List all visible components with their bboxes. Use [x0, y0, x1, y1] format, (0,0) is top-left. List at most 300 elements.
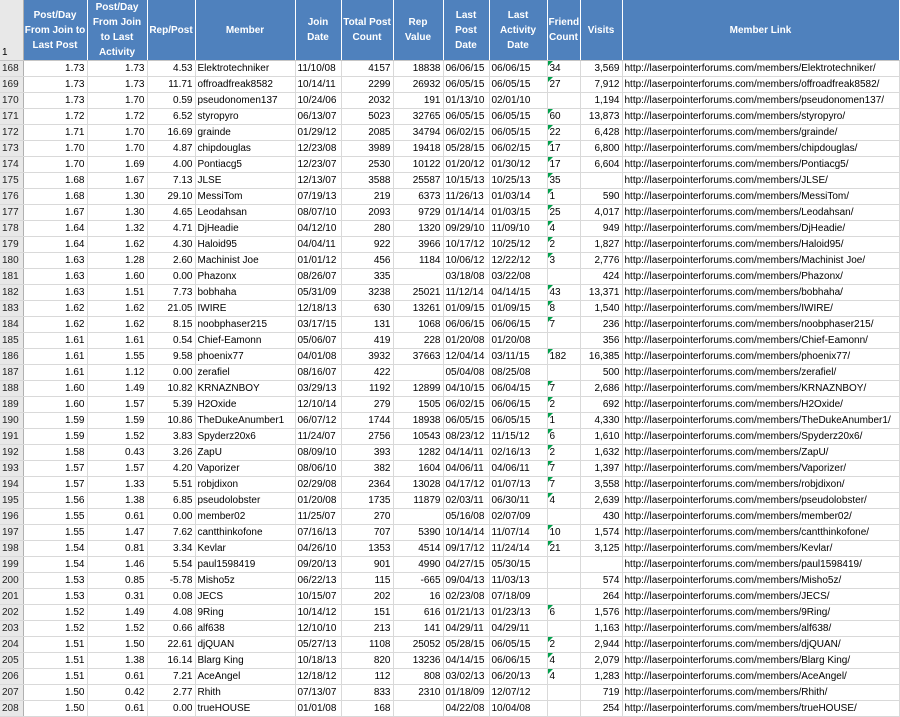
- member-cell[interactable]: IWIRE: [195, 301, 295, 317]
- ppd-last-activity-cell[interactable]: 1.28: [87, 253, 147, 269]
- join-date-cell[interactable]: 11/10/08: [295, 61, 341, 77]
- rep-value-cell[interactable]: 4514: [393, 541, 443, 557]
- row-number[interactable]: 177: [0, 205, 23, 221]
- ppd-last-post-cell[interactable]: 1.60: [23, 397, 87, 413]
- table-row[interactable]: [0, 109, 899, 125]
- row-number[interactable]: 173: [0, 141, 23, 157]
- friend-count-cell[interactable]: 2: [547, 445, 580, 461]
- rep-post-cell[interactable]: 3.26: [147, 445, 195, 461]
- join-date-cell[interactable]: 04/01/08: [295, 349, 341, 365]
- last-activity-date-cell[interactable]: 06/02/15: [489, 141, 547, 157]
- row-number[interactable]: 178: [0, 221, 23, 237]
- join-date-cell[interactable]: 05/27/13: [295, 637, 341, 653]
- ppd-last-post-cell[interactable]: 1.58: [23, 445, 87, 461]
- member-cell[interactable]: JECS: [195, 589, 295, 605]
- friend-count-cell[interactable]: 60: [547, 109, 580, 125]
- rep-post-cell[interactable]: 0.66: [147, 621, 195, 637]
- rep-value-cell[interactable]: 18838: [393, 61, 443, 77]
- member-cell[interactable]: Misho5z: [195, 573, 295, 589]
- total-post-cell[interactable]: 335: [341, 269, 393, 285]
- member-cell[interactable]: Blarg King: [195, 653, 295, 669]
- ppd-last-activity-cell[interactable]: 1.70: [87, 125, 147, 141]
- table-row[interactable]: [0, 141, 899, 157]
- ppd-last-activity-cell[interactable]: 1.62: [87, 301, 147, 317]
- last-post-date-cell[interactable]: 06/05/15: [443, 77, 489, 93]
- total-post-cell[interactable]: 3989: [341, 141, 393, 157]
- ppd-last-post-cell[interactable]: 1.68: [23, 189, 87, 205]
- ppd-last-activity-cell[interactable]: 1.72: [87, 109, 147, 125]
- total-post-cell[interactable]: 270: [341, 509, 393, 525]
- member-cell[interactable]: trueHOUSE: [195, 701, 295, 717]
- total-post-cell[interactable]: 901: [341, 557, 393, 573]
- visits-cell[interactable]: 949: [580, 221, 622, 237]
- rep-post-cell[interactable]: 10.82: [147, 381, 195, 397]
- member-link-cell[interactable]: http://laserpointerforums.com/members/ZapU/: [622, 445, 899, 461]
- table-row[interactable]: [0, 221, 899, 237]
- rep-value-cell[interactable]: -665: [393, 573, 443, 589]
- member-link-cell[interactable]: http://laserpointerforums.com/members/member02/: [622, 509, 899, 525]
- member-cell[interactable]: 9Ring: [195, 605, 295, 621]
- friend-count-cell[interactable]: [547, 573, 580, 589]
- ppd-last-activity-cell[interactable]: 1.33: [87, 477, 147, 493]
- member-link-cell[interactable]: http://laserpointerforums.com/members/AceAngel/: [622, 669, 899, 685]
- row-number[interactable]: 185: [0, 333, 23, 349]
- total-post-cell[interactable]: 213: [341, 621, 393, 637]
- table-row[interactable]: [0, 381, 899, 397]
- last-activity-date-cell[interactable]: 05/30/15: [489, 557, 547, 573]
- row-number[interactable]: 175: [0, 173, 23, 189]
- row-number[interactable]: 188: [0, 381, 23, 397]
- last-post-date-cell[interactable]: 04/14/15: [443, 653, 489, 669]
- rep-post-cell[interactable]: 7.62: [147, 525, 195, 541]
- total-post-cell[interactable]: 5023: [341, 109, 393, 125]
- total-post-cell[interactable]: 2085: [341, 125, 393, 141]
- total-post-cell[interactable]: 707: [341, 525, 393, 541]
- row-number[interactable]: 191: [0, 429, 23, 445]
- row-number[interactable]: 202: [0, 605, 23, 621]
- join-date-cell[interactable]: 02/29/08: [295, 477, 341, 493]
- rep-post-cell[interactable]: 3.83: [147, 429, 195, 445]
- join-date-cell[interactable]: 07/13/07: [295, 685, 341, 701]
- visits-cell[interactable]: 254: [580, 701, 622, 717]
- visits-cell[interactable]: 500: [580, 365, 622, 381]
- last-activity-date-cell[interactable]: 06/05/15: [489, 413, 547, 429]
- member-cell[interactable]: chipdouglas: [195, 141, 295, 157]
- visits-cell[interactable]: 1,163: [580, 621, 622, 637]
- last-post-date-cell[interactable]: 01/20/12: [443, 157, 489, 173]
- member-cell[interactable]: Rhith: [195, 685, 295, 701]
- rep-value-cell[interactable]: 18938: [393, 413, 443, 429]
- last-activity-date-cell[interactable]: 12/22/12: [489, 253, 547, 269]
- last-post-date-cell[interactable]: 09/29/10: [443, 221, 489, 237]
- member-link-cell[interactable]: http://laserpointerforums.com/members/djQUAN/: [622, 637, 899, 653]
- last-post-date-cell[interactable]: 04/29/11: [443, 621, 489, 637]
- member-cell[interactable]: DjHeadie: [195, 221, 295, 237]
- table-row[interactable]: [0, 205, 899, 221]
- rep-post-cell[interactable]: 4.53: [147, 61, 195, 77]
- visits-cell[interactable]: 590: [580, 189, 622, 205]
- total-post-cell[interactable]: 280: [341, 221, 393, 237]
- friend-count-cell[interactable]: [547, 701, 580, 717]
- ppd-last-post-cell[interactable]: 1.50: [23, 701, 87, 717]
- last-activity-date-cell[interactable]: 06/06/15: [489, 397, 547, 413]
- ppd-last-post-cell[interactable]: 1.60: [23, 381, 87, 397]
- visits-cell[interactable]: 236: [580, 317, 622, 333]
- last-activity-date-cell[interactable]: 10/04/08: [489, 701, 547, 717]
- rep-value-cell[interactable]: 616: [393, 605, 443, 621]
- last-post-date-cell[interactable]: 04/17/12: [443, 477, 489, 493]
- friend-count-cell[interactable]: 7: [547, 477, 580, 493]
- friend-count-cell[interactable]: 7: [547, 461, 580, 477]
- member-link-cell[interactable]: http://laserpointerforums.com/members/trueHOUSE/: [622, 701, 899, 717]
- total-post-cell[interactable]: 4157: [341, 61, 393, 77]
- member-link-cell[interactable]: http://laserpointerforums.com/members/Phazonx/: [622, 269, 899, 285]
- total-post-cell[interactable]: 393: [341, 445, 393, 461]
- last-post-date-cell[interactable]: 06/02/15: [443, 125, 489, 141]
- visits-cell[interactable]: 7,912: [580, 77, 622, 93]
- friend-count-cell[interactable]: [547, 685, 580, 701]
- row-number[interactable]: 200: [0, 573, 23, 589]
- rep-value-cell[interactable]: 191: [393, 93, 443, 109]
- member-link-cell[interactable]: http://laserpointerforums.com/members/noobphaser215/: [622, 317, 899, 333]
- last-activity-date-cell[interactable]: 06/30/11: [489, 493, 547, 509]
- visits-cell[interactable]: 1,397: [580, 461, 622, 477]
- member-link-cell[interactable]: http://laserpointerforums.com/members/paul1598419/: [622, 557, 899, 573]
- friend-count-cell[interactable]: 1: [547, 413, 580, 429]
- visits-cell[interactable]: 719: [580, 685, 622, 701]
- table-row[interactable]: [0, 125, 899, 141]
- ppd-last-activity-cell[interactable]: 1.30: [87, 205, 147, 221]
- rep-value-cell[interactable]: 25052: [393, 637, 443, 653]
- ppd-last-activity-cell[interactable]: 1.57: [87, 397, 147, 413]
- total-post-cell[interactable]: 2032: [341, 93, 393, 109]
- friend-count-cell[interactable]: 25: [547, 205, 580, 221]
- total-post-cell[interactable]: 3588: [341, 173, 393, 189]
- row-number[interactable]: 183: [0, 301, 23, 317]
- rep-post-cell[interactable]: 11.71: [147, 77, 195, 93]
- visits-cell[interactable]: 13,371: [580, 285, 622, 301]
- member-cell[interactable]: Leodahsan: [195, 205, 295, 221]
- ppd-last-activity-cell[interactable]: 1.38: [87, 653, 147, 669]
- col-header-ppd-last-activity[interactable]: Post/Day From Join to Last Activity: [87, 0, 147, 61]
- ppd-last-activity-cell[interactable]: 1.32: [87, 221, 147, 237]
- table-row[interactable]: [0, 669, 899, 685]
- ppd-last-activity-cell[interactable]: 1.49: [87, 605, 147, 621]
- rep-value-cell[interactable]: 1068: [393, 317, 443, 333]
- join-date-cell[interactable]: 07/16/13: [295, 525, 341, 541]
- visits-cell[interactable]: 6,604: [580, 157, 622, 173]
- rep-value-cell[interactable]: 228: [393, 333, 443, 349]
- ppd-last-post-cell[interactable]: 1.68: [23, 173, 87, 189]
- visits-cell[interactable]: 6,800: [580, 141, 622, 157]
- join-date-cell[interactable]: 06/22/13: [295, 573, 341, 589]
- ppd-last-post-cell[interactable]: 1.55: [23, 509, 87, 525]
- member-link-cell[interactable]: http://laserpointerforums.com/members/Elektrotechniker/: [622, 61, 899, 77]
- ppd-last-activity-cell[interactable]: 1.73: [87, 61, 147, 77]
- visits-cell[interactable]: 3,125: [580, 541, 622, 557]
- last-activity-date-cell[interactable]: 11/24/14: [489, 541, 547, 557]
- rep-value-cell[interactable]: [393, 365, 443, 381]
- rep-post-cell[interactable]: 4.30: [147, 237, 195, 253]
- ppd-last-post-cell[interactable]: 1.61: [23, 365, 87, 381]
- rep-post-cell[interactable]: 4.87: [147, 141, 195, 157]
- join-date-cell[interactable]: 12/18/12: [295, 669, 341, 685]
- friend-count-cell[interactable]: 22: [547, 125, 580, 141]
- member-link-cell[interactable]: http://laserpointerforums.com/members/phoenix77/: [622, 349, 899, 365]
- row-number[interactable]: 181: [0, 269, 23, 285]
- row-number[interactable]: 193: [0, 461, 23, 477]
- member-cell[interactable]: Vaporizer: [195, 461, 295, 477]
- last-activity-date-cell[interactable]: 02/16/13: [489, 445, 547, 461]
- rep-value-cell[interactable]: 3966: [393, 237, 443, 253]
- member-cell[interactable]: ZapU: [195, 445, 295, 461]
- row-number[interactable]: 195: [0, 493, 23, 509]
- col-header-ppd-last-post[interactable]: Post/Day From Join to Last Post: [23, 0, 87, 61]
- rep-post-cell[interactable]: 7.21: [147, 669, 195, 685]
- join-date-cell[interactable]: 04/12/10: [295, 221, 341, 237]
- friend-count-cell[interactable]: 8: [547, 301, 580, 317]
- last-post-date-cell[interactable]: 01/18/09: [443, 685, 489, 701]
- visits-cell[interactable]: 430: [580, 509, 622, 525]
- ppd-last-activity-cell[interactable]: 0.31: [87, 589, 147, 605]
- friend-count-cell[interactable]: 17: [547, 157, 580, 173]
- rep-value-cell[interactable]: 19418: [393, 141, 443, 157]
- table-row[interactable]: [0, 589, 899, 605]
- visits-cell[interactable]: 356: [580, 333, 622, 349]
- friend-count-cell[interactable]: 2: [547, 237, 580, 253]
- join-date-cell[interactable]: 12/10/14: [295, 397, 341, 413]
- ppd-last-post-cell[interactable]: 1.61: [23, 349, 87, 365]
- table-row[interactable]: [0, 477, 899, 493]
- row-number[interactable]: 190: [0, 413, 23, 429]
- last-activity-date-cell[interactable]: 11/07/14: [489, 525, 547, 541]
- rep-post-cell[interactable]: 5.54: [147, 557, 195, 573]
- visits-cell[interactable]: 1,827: [580, 237, 622, 253]
- member-cell[interactable]: robjdixon: [195, 477, 295, 493]
- last-activity-date-cell[interactable]: 01/23/13: [489, 605, 547, 621]
- rep-value-cell[interactable]: 13236: [393, 653, 443, 669]
- join-date-cell[interactable]: 06/13/07: [295, 109, 341, 125]
- row-number[interactable]: 208: [0, 701, 23, 717]
- rep-value-cell[interactable]: 11879: [393, 493, 443, 509]
- ppd-last-post-cell[interactable]: 1.51: [23, 637, 87, 653]
- row-number[interactable]: 169: [0, 77, 23, 93]
- rep-value-cell[interactable]: 34794: [393, 125, 443, 141]
- last-activity-date-cell[interactable]: 10/25/13: [489, 173, 547, 189]
- table-row[interactable]: [0, 173, 899, 189]
- last-post-date-cell[interactable]: 06/05/15: [443, 109, 489, 125]
- visits-cell[interactable]: 13,873: [580, 109, 622, 125]
- total-post-cell[interactable]: 2364: [341, 477, 393, 493]
- visits-cell[interactable]: 4,330: [580, 413, 622, 429]
- last-activity-date-cell[interactable]: 02/01/10: [489, 93, 547, 109]
- rep-value-cell[interactable]: 2310: [393, 685, 443, 701]
- join-date-cell[interactable]: 08/06/10: [295, 461, 341, 477]
- rep-post-cell[interactable]: 9.58: [147, 349, 195, 365]
- row-number[interactable]: 206: [0, 669, 23, 685]
- ppd-last-activity-cell[interactable]: 1.50: [87, 637, 147, 653]
- row-number[interactable]: 171: [0, 109, 23, 125]
- rep-post-cell[interactable]: 10.86: [147, 413, 195, 429]
- visits-cell[interactable]: 2,776: [580, 253, 622, 269]
- col-header-visits[interactable]: Visits: [580, 0, 622, 61]
- ppd-last-post-cell[interactable]: 1.70: [23, 157, 87, 173]
- rep-post-cell[interactable]: 0.59: [147, 93, 195, 109]
- table-row[interactable]: [0, 413, 899, 429]
- rep-post-cell[interactable]: 16.69: [147, 125, 195, 141]
- member-link-cell[interactable]: http://laserpointerforums.com/members/JLSE/: [622, 173, 899, 189]
- visits-cell[interactable]: 2,944: [580, 637, 622, 653]
- member-link-cell[interactable]: http://laserpointerforums.com/members/Leodahsan/: [622, 205, 899, 221]
- row-number[interactable]: 196: [0, 509, 23, 525]
- member-cell[interactable]: phoenix77: [195, 349, 295, 365]
- table-row[interactable]: [0, 349, 899, 365]
- rep-value-cell[interactable]: 1320: [393, 221, 443, 237]
- rep-post-cell[interactable]: 0.00: [147, 365, 195, 381]
- member-link-cell[interactable]: http://laserpointerforums.com/members/Misho5z/: [622, 573, 899, 589]
- visits-cell[interactable]: [580, 557, 622, 573]
- join-date-cell[interactable]: 11/25/07: [295, 509, 341, 525]
- join-date-cell[interactable]: 01/20/08: [295, 493, 341, 509]
- last-post-date-cell[interactable]: 01/09/15: [443, 301, 489, 317]
- total-post-cell[interactable]: 168: [341, 701, 393, 717]
- join-date-cell[interactable]: 12/13/07: [295, 173, 341, 189]
- ppd-last-activity-cell[interactable]: 1.38: [87, 493, 147, 509]
- member-cell[interactable]: offroadfreak8582: [195, 77, 295, 93]
- ppd-last-post-cell[interactable]: 1.53: [23, 573, 87, 589]
- total-post-cell[interactable]: 279: [341, 397, 393, 413]
- join-date-cell[interactable]: 06/07/12: [295, 413, 341, 429]
- row-number[interactable]: 197: [0, 525, 23, 541]
- col-header-last-post-date[interactable]: Last Post Date: [443, 0, 489, 61]
- join-date-cell[interactable]: 10/14/12: [295, 605, 341, 621]
- ppd-last-post-cell[interactable]: 1.51: [23, 669, 87, 685]
- rep-post-cell[interactable]: 0.54: [147, 333, 195, 349]
- last-post-date-cell[interactable]: 06/02/15: [443, 397, 489, 413]
- row-number[interactable]: 184: [0, 317, 23, 333]
- rep-value-cell[interactable]: 6373: [393, 189, 443, 205]
- member-cell[interactable]: MessiTom: [195, 189, 295, 205]
- rep-post-cell[interactable]: 8.15: [147, 317, 195, 333]
- ppd-last-activity-cell[interactable]: 1.62: [87, 237, 147, 253]
- total-post-cell[interactable]: 456: [341, 253, 393, 269]
- last-post-date-cell[interactable]: 02/03/11: [443, 493, 489, 509]
- last-activity-date-cell[interactable]: 01/20/08: [489, 333, 547, 349]
- member-cell[interactable]: styropyro: [195, 109, 295, 125]
- member-link-cell[interactable]: http://laserpointerforums.com/members/Haloid95/: [622, 237, 899, 253]
- visits-cell[interactable]: 3,569: [580, 61, 622, 77]
- member-cell[interactable]: pseudonomen137: [195, 93, 295, 109]
- col-header-member-link[interactable]: Member Link: [622, 0, 899, 61]
- friend-count-cell[interactable]: 4: [547, 493, 580, 509]
- member-cell[interactable]: H2Oxide: [195, 397, 295, 413]
- friend-count-cell[interactable]: 21: [547, 541, 580, 557]
- col-header-member[interactable]: Member: [195, 0, 295, 61]
- rep-value-cell[interactable]: 10122: [393, 157, 443, 173]
- rep-value-cell[interactable]: 12899: [393, 381, 443, 397]
- total-post-cell[interactable]: 131: [341, 317, 393, 333]
- ppd-last-post-cell[interactable]: 1.73: [23, 61, 87, 77]
- table-row[interactable]: [0, 317, 899, 333]
- last-post-date-cell[interactable]: 08/23/12: [443, 429, 489, 445]
- total-post-cell[interactable]: 419: [341, 333, 393, 349]
- rep-post-cell[interactable]: 5.39: [147, 397, 195, 413]
- last-post-date-cell[interactable]: 04/10/15: [443, 381, 489, 397]
- row-number[interactable]: 182: [0, 285, 23, 301]
- table-row[interactable]: [0, 237, 899, 253]
- visits-cell[interactable]: 2,639: [580, 493, 622, 509]
- total-post-cell[interactable]: 2299: [341, 77, 393, 93]
- ppd-last-post-cell[interactable]: 1.51: [23, 653, 87, 669]
- member-link-cell[interactable]: http://laserpointerforums.com/members/DjHeadie/: [622, 221, 899, 237]
- rep-post-cell[interactable]: 7.73: [147, 285, 195, 301]
- ppd-last-activity-cell[interactable]: 1.67: [87, 173, 147, 189]
- join-date-cell[interactable]: 10/24/06: [295, 93, 341, 109]
- total-post-cell[interactable]: 219: [341, 189, 393, 205]
- ppd-last-post-cell[interactable]: 1.53: [23, 589, 87, 605]
- join-date-cell[interactable]: 05/06/07: [295, 333, 341, 349]
- ppd-last-post-cell[interactable]: 1.59: [23, 429, 87, 445]
- total-post-cell[interactable]: 1744: [341, 413, 393, 429]
- last-activity-date-cell[interactable]: 04/29/11: [489, 621, 547, 637]
- row-number-header[interactable]: 1: [0, 0, 23, 61]
- rep-post-cell[interactable]: 3.34: [147, 541, 195, 557]
- ppd-last-activity-cell[interactable]: 1.30: [87, 189, 147, 205]
- last-activity-date-cell[interactable]: 02/07/09: [489, 509, 547, 525]
- table-row[interactable]: [0, 525, 899, 541]
- member-cell[interactable]: zerafiel: [195, 365, 295, 381]
- last-post-date-cell[interactable]: 05/28/15: [443, 637, 489, 653]
- ppd-last-post-cell[interactable]: 1.54: [23, 541, 87, 557]
- ppd-last-activity-cell[interactable]: 1.73: [87, 77, 147, 93]
- ppd-last-post-cell[interactable]: 1.57: [23, 477, 87, 493]
- rep-value-cell[interactable]: 9729: [393, 205, 443, 221]
- rep-post-cell[interactable]: 22.61: [147, 637, 195, 653]
- member-cell[interactable]: Machinist Joe: [195, 253, 295, 269]
- last-post-date-cell[interactable]: 09/04/13: [443, 573, 489, 589]
- col-header-friend-count[interactable]: Friend Count: [547, 0, 580, 61]
- member-link-cell[interactable]: http://laserpointerforums.com/members/chipdouglas/: [622, 141, 899, 157]
- ppd-last-activity-cell[interactable]: 0.81: [87, 541, 147, 557]
- ppd-last-post-cell[interactable]: 1.63: [23, 269, 87, 285]
- rep-post-cell[interactable]: 5.51: [147, 477, 195, 493]
- ppd-last-activity-cell[interactable]: 0.61: [87, 509, 147, 525]
- col-header-total-post-count[interactable]: Total Post Count: [341, 0, 393, 61]
- total-post-cell[interactable]: 820: [341, 653, 393, 669]
- rep-value-cell[interactable]: [393, 269, 443, 285]
- ppd-last-activity-cell[interactable]: 0.85: [87, 573, 147, 589]
- visits-cell[interactable]: 424: [580, 269, 622, 285]
- ppd-last-post-cell[interactable]: 1.54: [23, 557, 87, 573]
- table-row[interactable]: [0, 701, 899, 717]
- total-post-cell[interactable]: 3932: [341, 349, 393, 365]
- join-date-cell[interactable]: 12/23/07: [295, 157, 341, 173]
- last-activity-date-cell[interactable]: 06/05/15: [489, 125, 547, 141]
- table-row[interactable]: [0, 189, 899, 205]
- rep-value-cell[interactable]: 25587: [393, 173, 443, 189]
- last-activity-date-cell[interactable]: 10/25/12: [489, 237, 547, 253]
- rep-value-cell[interactable]: [393, 701, 443, 717]
- table-row[interactable]: [0, 637, 899, 653]
- rep-post-cell[interactable]: 4.08: [147, 605, 195, 621]
- member-cell[interactable]: Kevlar: [195, 541, 295, 557]
- friend-count-cell[interactable]: 17: [547, 141, 580, 157]
- table-row[interactable]: [0, 61, 899, 77]
- friend-count-cell[interactable]: 6: [547, 605, 580, 621]
- col-header-rep-value[interactable]: Rep Value: [393, 0, 443, 61]
- member-link-cell[interactable]: http://laserpointerforums.com/members/MessiTom/: [622, 189, 899, 205]
- last-activity-date-cell[interactable]: 06/20/13: [489, 669, 547, 685]
